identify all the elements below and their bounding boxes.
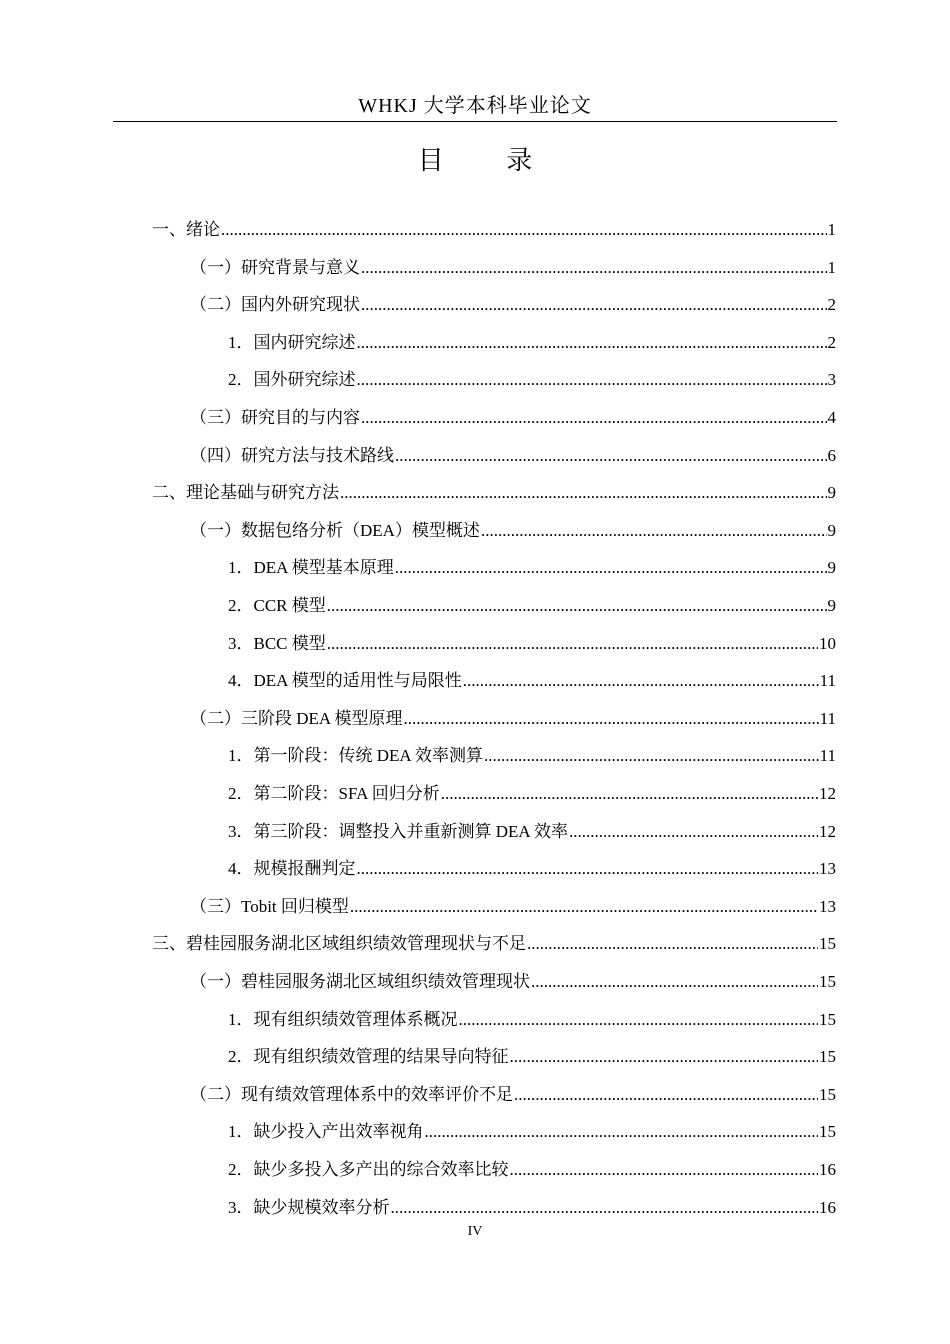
toc-entry[interactable] bbox=[228, 1001, 836, 1039]
toc-entry-page: 16 bbox=[819, 1197, 836, 1217]
page-number: IV bbox=[467, 1224, 483, 1239]
toc-entry[interactable] bbox=[228, 361, 836, 399]
toc-entry-page: 16 bbox=[819, 1160, 836, 1179]
toc-entry-page: 15 bbox=[819, 972, 836, 991]
toc-entry-text: 1．国内研究综述 bbox=[228, 332, 356, 352]
toc-entry[interactable] bbox=[190, 963, 836, 1001]
toc-entry-page: 9 bbox=[827, 520, 836, 540]
toc-dot-leader bbox=[340, 474, 827, 512]
toc-entry-text: 三、碧桂园服务湖北区域组织绩效管理现状与不足 bbox=[152, 934, 526, 954]
toc-entry-text: 1．现有组织绩效管理体系概况 bbox=[228, 1009, 458, 1029]
toc-entry[interactable] bbox=[152, 474, 836, 512]
toc-entry-text: （一）数据包络分析（DEA）模型概述 bbox=[190, 520, 480, 540]
toc-entry[interactable] bbox=[228, 1113, 836, 1151]
toc-entry-page: 6 bbox=[827, 445, 836, 465]
toc-entry-text: 3．缺少规模效率分析 bbox=[228, 1197, 390, 1217]
toc-entry-page: 15 bbox=[819, 934, 836, 954]
toc-entry-text: 3．第三阶段：调整投入并重新测算 DEA 效率 bbox=[228, 821, 568, 841]
toc-dot-leader bbox=[361, 286, 827, 324]
toc-dot-leader bbox=[404, 700, 819, 738]
toc-entry[interactable] bbox=[190, 700, 836, 738]
toc-dot-leader bbox=[514, 1076, 818, 1114]
header-rule bbox=[113, 121, 837, 122]
toc-entry[interactable] bbox=[190, 888, 836, 926]
toc-dot-leader bbox=[527, 925, 818, 963]
toc-entry[interactable] bbox=[228, 850, 836, 888]
toc-dot-leader bbox=[531, 963, 818, 1001]
toc-dot-leader bbox=[327, 625, 818, 663]
toc-entry-text: （二）国内外研究现状 bbox=[190, 295, 360, 315]
toc-dot-leader bbox=[441, 775, 818, 813]
toc-entry[interactable] bbox=[228, 662, 836, 700]
toc-entry[interactable] bbox=[228, 737, 836, 775]
toc-entry[interactable] bbox=[228, 324, 836, 362]
toc-entry-page: 11 bbox=[819, 708, 836, 728]
toc-dot-leader bbox=[350, 888, 818, 926]
toc-entry[interactable] bbox=[228, 1038, 836, 1076]
toc-entry-page: 12 bbox=[819, 784, 836, 803]
toc-entry-page: 2 bbox=[827, 295, 836, 315]
toc-entry[interactable] bbox=[152, 925, 836, 963]
toc-entry[interactable] bbox=[190, 286, 836, 324]
toc-entry[interactable] bbox=[228, 625, 836, 663]
toc-entry-page: 15 bbox=[819, 1047, 836, 1067]
toc-entry-text: 1．缺少投入产出效率视角 bbox=[228, 1122, 424, 1142]
toc-entry-page: 13 bbox=[819, 859, 836, 879]
toc-entry-text: 一、绪论 bbox=[152, 220, 220, 239]
toc-entry-text: （三）研究目的与内容 bbox=[190, 408, 360, 427]
toc-entry-page: 10 bbox=[819, 633, 836, 653]
toc-entry-page: 2 bbox=[827, 332, 836, 352]
page-header: WHKJ 大学本科毕业论文 bbox=[358, 95, 592, 117]
toc-entry[interactable] bbox=[152, 211, 836, 249]
toc-entry-text: （一）碧桂园服务湖北区域组织绩效管理现状 bbox=[190, 972, 530, 991]
toc-dot-leader bbox=[463, 662, 819, 700]
toc-entry[interactable] bbox=[190, 249, 836, 287]
toc-entry-page: 12 bbox=[819, 821, 836, 841]
toc-dot-leader bbox=[357, 850, 819, 888]
toc-dot-leader bbox=[459, 1001, 819, 1039]
toc-entry-page: 9 bbox=[827, 483, 836, 503]
toc-entry-page: 15 bbox=[819, 1122, 836, 1142]
toc-dot-leader bbox=[221, 211, 827, 249]
toc-entry-page: 9 bbox=[827, 596, 836, 615]
toc-entry-page: 1 bbox=[827, 220, 836, 239]
toc-entry-page: 3 bbox=[827, 370, 836, 390]
toc-entry-text: （二）现有绩效管理体系中的效率评价不足 bbox=[190, 1084, 513, 1104]
toc-entry-text: 1．第一阶段：传统 DEA 效率测算 bbox=[228, 746, 483, 766]
toc-dot-leader bbox=[395, 437, 827, 475]
toc-entry-text: 二、理论基础与研究方法 bbox=[152, 483, 339, 503]
toc-entry-page: 1 bbox=[827, 257, 836, 277]
toc-entry-page: 11 bbox=[819, 746, 836, 766]
toc-entry-page: 15 bbox=[819, 1084, 836, 1104]
toc-dot-leader bbox=[327, 587, 827, 625]
toc-entry-page: 9 bbox=[827, 558, 836, 578]
toc-entry-text: 1．DEA 模型基本原理 bbox=[228, 558, 394, 578]
toc-entry-page: 15 bbox=[819, 1009, 836, 1029]
toc-dot-leader bbox=[484, 737, 819, 775]
toc-entry[interactable] bbox=[190, 1076, 836, 1114]
toc-dot-leader bbox=[391, 1189, 819, 1227]
toc-entry-text: 4．DEA 模型的适用性与局限性 bbox=[228, 671, 462, 691]
toc-dot-leader bbox=[361, 249, 827, 287]
toc-dot-leader bbox=[569, 813, 818, 851]
toc-entry-text: 2．CCR 模型 bbox=[228, 596, 326, 615]
toc-entry[interactable] bbox=[190, 437, 836, 475]
toc-dot-leader bbox=[395, 549, 827, 587]
toc-dot-leader bbox=[510, 1038, 819, 1076]
toc-entry[interactable] bbox=[228, 549, 836, 587]
toc-dot-leader bbox=[357, 361, 827, 399]
toc-entry-text: 2．第二阶段：SFA 回归分析 bbox=[228, 784, 440, 803]
toc-entry-text: （三）Tobit 回归模型 bbox=[190, 896, 349, 916]
toc-dot-leader bbox=[481, 512, 827, 550]
toc-dot-leader bbox=[510, 1151, 819, 1189]
toc-entry-text: 2．现有组织绩效管理的结果导向特征 bbox=[228, 1047, 509, 1067]
toc-entry-text: 2．国外研究综述 bbox=[228, 370, 356, 390]
toc-entry-text: 3．BCC 模型 bbox=[228, 633, 326, 653]
toc-entry-page: 13 bbox=[819, 896, 836, 916]
toc-entry[interactable] bbox=[228, 1151, 836, 1189]
toc-entry-text: （二）三阶段 DEA 模型原理 bbox=[190, 708, 403, 728]
toc-entry-text: （四）研究方法与技术路线 bbox=[190, 445, 394, 465]
toc-entry[interactable] bbox=[228, 1189, 836, 1227]
toc-entry[interactable] bbox=[228, 775, 836, 813]
toc-dot-leader bbox=[361, 399, 827, 437]
toc-entry[interactable] bbox=[190, 399, 836, 437]
toc-dot-leader bbox=[425, 1113, 819, 1151]
toc-entry-text: 2．缺少多投入多产出的综合效率比较 bbox=[228, 1160, 509, 1179]
toc-entry-page: 11 bbox=[819, 671, 836, 691]
toc-entry-text: （一）研究背景与意义 bbox=[190, 257, 360, 277]
toc-entry[interactable] bbox=[228, 813, 836, 851]
toc-dot-leader bbox=[357, 324, 827, 362]
toc-entry[interactable] bbox=[190, 512, 836, 550]
toc-entry-page: 4 bbox=[827, 408, 836, 427]
toc-entry[interactable] bbox=[228, 587, 836, 625]
toc-title: 目 录 bbox=[417, 146, 561, 175]
toc-entry-text: 4．规模报酬判定 bbox=[228, 859, 356, 879]
